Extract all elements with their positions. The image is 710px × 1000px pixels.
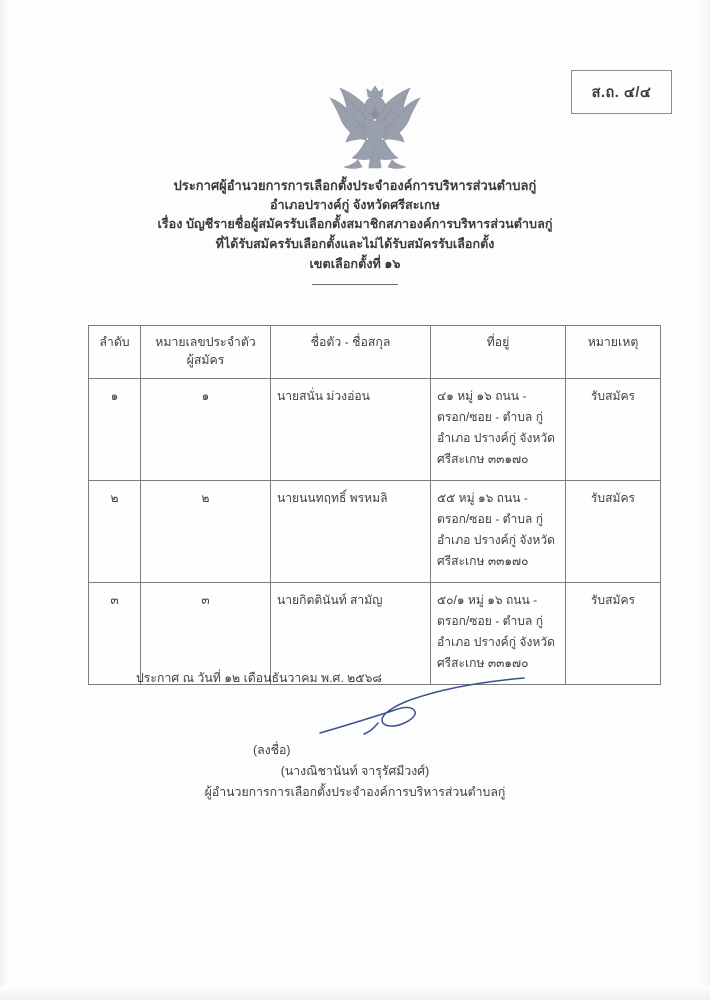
cell-candidate-number: ๒	[141, 481, 271, 583]
cell-candidate-number: ๑	[141, 379, 271, 481]
form-code-text: ส.ถ. ๔/๔	[591, 84, 652, 101]
cell-order: ๓	[89, 583, 141, 685]
document-heading	[40, 176, 670, 285]
cell-candidate-name: นายนนทฤทธิ์ พรหมลิ	[271, 481, 431, 583]
cell-order: ๑	[89, 379, 141, 481]
signature-label: (ลงชื่อ)	[253, 743, 291, 757]
cell-address	[431, 481, 566, 583]
address-line: ตรอก/ซอย - ตำบล กู่	[437, 512, 544, 526]
address-line: ศรีสะเกษ ๓๓๑๗๐	[437, 452, 529, 466]
heading-line-2: อำเภอปรางค์กู่ จังหวัดศรีสะเกษ	[269, 197, 440, 212]
form-code-box	[571, 70, 672, 114]
heading-line-4: ที่ได้รับสมัครรับเลือกตั้งและไม่ได้รับสมัครรับเลือกตั้ง	[215, 236, 495, 251]
candidate-table	[88, 325, 661, 685]
scan-edge-left	[0, 0, 10, 1000]
heading-line-1: ประกาศผู้อำนวยการการเลือกตั้งประจำองค์การบริหารส่วนตำบลกู่	[173, 178, 537, 193]
address-line: ตรอก/ซอย - ตำบล กู่	[437, 614, 544, 628]
cell-order: ๒	[89, 481, 141, 583]
scan-edge-bottom	[0, 986, 710, 1000]
column-header-order: ลำดับ	[89, 326, 141, 379]
cell-candidate-name: นายสนั่น ม่วงอ่อน	[271, 379, 431, 481]
table-row	[89, 481, 661, 583]
column-header-address: ที่อยู่	[431, 326, 566, 379]
table-header-row	[89, 326, 661, 379]
address-line: ๕๕ หมู่ ๑๖ ถนน -	[437, 491, 528, 505]
address-line: ๕๐/๑ หมู่ ๑๖ ถนน -	[437, 593, 538, 607]
address-line: ตรอก/ซอย - ตำบล กู่	[437, 410, 544, 424]
address-line: ศรีสะเกษ ๓๓๑๗๐	[437, 656, 529, 670]
cell-address	[431, 583, 566, 685]
candidate-table-body	[89, 379, 661, 685]
announcement-date: ประกาศ ณ วันที่ ๑๒ เดือนธันวาคม พ.ศ. ๒๕๖๘	[136, 671, 382, 685]
heading-election-zone: เขตเลือกตั้งที่ ๑๖	[309, 257, 401, 271]
column-header-candidate-number	[141, 326, 271, 379]
candidate-table-container	[88, 325, 660, 685]
address-line: อำเภอ ปรางค์กู่ จังหวัด	[437, 431, 556, 445]
scan-edge-right	[698, 0, 710, 1000]
address-line: อำเภอ ปรางค์กู่ จังหวัด	[437, 635, 556, 649]
column-header-candidate-number-line2: ผู้สมัคร	[186, 353, 225, 367]
cell-address	[431, 379, 566, 481]
signer-title: ผู้อำนวยการการเลือกตั้งประจำองค์การบริหารส่วนตำบลกู่	[204, 785, 506, 799]
cell-candidate-number: ๓	[141, 583, 271, 685]
address-line: อำเภอ ปรางค์กู่ จังหวัด	[437, 533, 556, 547]
cell-note: รับสมัคร	[566, 379, 661, 481]
column-header-name: ชื่อตัว - ชื่อสกุล	[271, 326, 431, 379]
table-row	[89, 379, 661, 481]
heading-divider-rule	[312, 284, 398, 285]
cell-note: รับสมัคร	[566, 583, 661, 685]
heading-line-3: เรื่อง บัญชีรายชื่อผู้สมัครรับเลือกตั้งสมาชิกสภาองค์การบริหารส่วนตำบลกู่	[157, 217, 553, 231]
cell-note: รับสมัคร	[566, 481, 661, 583]
address-line: ศรีสะเกษ ๓๓๑๗๐	[437, 554, 529, 568]
column-header-candidate-number-line1: หมายเลขประจำตัว	[155, 335, 256, 349]
column-header-note: หมายเหตุ	[566, 326, 661, 379]
address-line: ๔๑ หมู่ ๑๖ ถนน -	[437, 389, 527, 403]
cell-candidate-name: นายกิตตินันท์ สามัญ	[271, 583, 431, 685]
signer-name: (นางณิชานันท์ จารุรัศมีวงศ์)	[280, 764, 430, 778]
garuda-emblem	[322, 76, 428, 174]
